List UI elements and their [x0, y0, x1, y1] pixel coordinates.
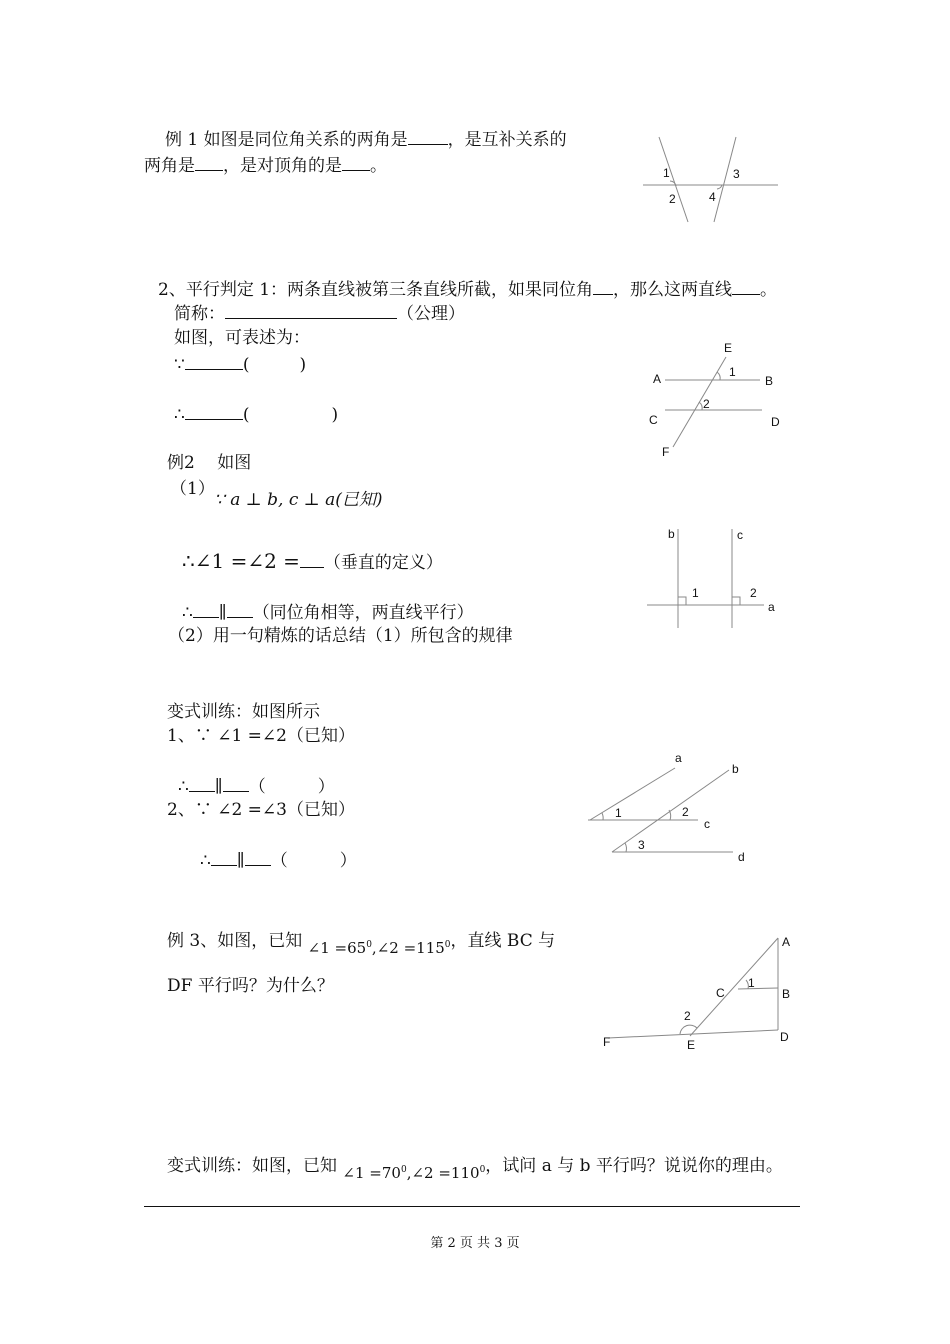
theorem-line1-suffix: 。 [760, 280, 778, 300]
fig2-angle-arc-2 [699, 402, 702, 410]
fig2-label-f: F [662, 445, 670, 459]
variant2-prefix: 变式训练：如图，已知 [167, 1156, 337, 1176]
v1-paren-close: ） [317, 777, 335, 797]
fig2-label-e: E [724, 341, 733, 355]
variant1-item2: 2、∵ ∠2 =∠3（已知） [167, 800, 355, 820]
example3-prefix: 例 3、如图，已知 [167, 931, 303, 951]
v1-paren-open-2: （ [270, 851, 288, 871]
fig2-label-2: 2 [703, 397, 710, 411]
figure-theorem [665, 357, 762, 447]
fig5-label-e: E [687, 1038, 696, 1052]
figure-example2 [647, 529, 764, 628]
fig5-label-2: 2 [684, 1009, 691, 1023]
fig1-label-1: 1 [663, 166, 670, 180]
fig3-label-b: b [668, 527, 675, 541]
ex3-angle1: ∠1 =65 [307, 939, 367, 957]
fig3-label-c: c [737, 528, 743, 542]
fig4-label-a: a [675, 751, 682, 765]
fig3-label-2: 2 [750, 586, 757, 600]
v1-paren-open: （ [248, 777, 266, 797]
v2-angle2: ∠2 =110 [411, 1164, 480, 1182]
fig4-line-a [590, 768, 675, 820]
fig1-label-3: 3 [733, 167, 740, 181]
example3-suffix: ，直线 BC 与 [450, 931, 556, 951]
fig5-line-fd [608, 1030, 778, 1038]
part1-label: （1） [170, 479, 215, 499]
therefore-symbol: ∴ [174, 405, 185, 425]
v2-sup2: 0 [479, 1165, 486, 1175]
example3-line2: DF 平行吗？为什么？ [167, 976, 334, 996]
fig4-label-3: 3 [638, 838, 645, 852]
theorem-line1-prefix: 2、平行判定 1：两条直线被第三条直线所截，如果同位角 [158, 280, 594, 300]
fig2-angle-arc-1 [717, 372, 720, 380]
footer-divider [144, 1206, 800, 1207]
paren-open: ( [242, 355, 250, 375]
fig2-label-c: C [649, 413, 658, 427]
variant2-suffix: ，试问 a 与 b 平行吗？说说你的理由。 [485, 1156, 783, 1176]
angles-expr: ∴∠1 =∠2 = [182, 549, 300, 573]
fig4-line-b [612, 770, 729, 852]
fig4-label-b: b [732, 762, 739, 776]
fig3-label-1: 1 [692, 586, 699, 600]
conclusion-reason: （同位角相等，两直线平行） [252, 603, 474, 623]
fig5-label-b: B [782, 987, 791, 1001]
v1-therefore-2: ∴ [200, 851, 211, 871]
ex3-sup1: 0 [366, 940, 372, 950]
ex3-comma: , [371, 939, 377, 957]
example1-line1-suffix: ，是互补关系的 [447, 130, 567, 150]
fig2-label-a: A [653, 372, 662, 386]
abbrev-suffix: （公理） [397, 304, 465, 324]
v1-parallel: ∥ [214, 777, 223, 797]
theorem-line1-mid: ，那么这两直线 [613, 280, 733, 300]
conclusion-therefore: ∴ [182, 603, 193, 623]
fig1-label-2: 2 [669, 192, 676, 206]
fig2-label-1: 1 [729, 365, 736, 379]
v2-sup1: 0 [400, 1165, 407, 1175]
ex3-angle2: ∠2 =115 [376, 939, 445, 957]
abbrev-label: 简称： [174, 304, 225, 324]
fig4-label-1: 1 [615, 806, 622, 820]
fig4-arc-3 [625, 843, 626, 852]
fig4-arc-1 [602, 813, 603, 820]
example1-line1-prefix: 例 1 如图是同位角关系的两角是 [165, 130, 408, 150]
fig1-angle-arc-4 [717, 185, 722, 189]
fig5-arc-2 [680, 1025, 697, 1034]
page-number: 第 2 页 共 3 页 [430, 1236, 520, 1251]
v2-comma: , [406, 1164, 412, 1182]
paren-close: ) [331, 405, 339, 425]
example1-line2-prefix: 两角是 [144, 156, 195, 176]
example2-title: 例2 如图 [167, 453, 252, 473]
example2-part2: （2）用一句精炼的话总结（1）所包含的规律 [168, 626, 513, 646]
fig3-right-angle-1 [678, 597, 686, 605]
fig4-label-d: d [738, 850, 745, 864]
angles-reason: （垂直的定义） [323, 553, 443, 573]
fig2-label-d: D [771, 415, 780, 429]
figure-variant1 [588, 768, 733, 852]
variant1-item1: 1、∵ ∠1 =∠2（已知） [167, 726, 355, 746]
fig4-label-c: c [704, 817, 710, 831]
fig1-label-4: 4 [709, 190, 716, 204]
example2-given-math: ∵ a ⊥ b, c ⊥ a(已知) [214, 490, 383, 510]
fig5-line-cb [738, 988, 778, 989]
example1-line2-mid: ，是对顶角的是 [223, 156, 342, 176]
paren-close: ) [299, 355, 307, 375]
fig5-label-f: F [603, 1035, 611, 1049]
variant1-title: 变式训练：如图所示 [167, 702, 320, 722]
fig4-label-2: 2 [682, 805, 689, 819]
paren-open: ( [242, 405, 250, 425]
fig3-label-a: a [768, 600, 775, 614]
fig5-label-a: A [782, 935, 791, 949]
v1-parallel-2: ∥ [236, 851, 245, 871]
example1-line2-suffix: 。 [370, 156, 387, 176]
fig5-label-d: D [780, 1030, 789, 1044]
fig5-label-c: C [716, 986, 725, 1000]
fig3-right-angle-2 [732, 597, 740, 605]
fig2-label-b: B [765, 374, 774, 388]
because-symbol: ∵ [174, 355, 185, 375]
fig5-label-1: 1 [748, 976, 755, 990]
v1-therefore: ∴ [178, 777, 189, 797]
parallel-symbol: ∥ [218, 603, 227, 623]
v1-paren-close-2: ） [339, 851, 357, 871]
fig5-line-ae [690, 938, 778, 1036]
ex3-sup2: 0 [444, 940, 451, 950]
v2-angle1: ∠1 =70 [342, 1164, 401, 1182]
theorem-express: 如图，可表述为： [174, 328, 310, 348]
